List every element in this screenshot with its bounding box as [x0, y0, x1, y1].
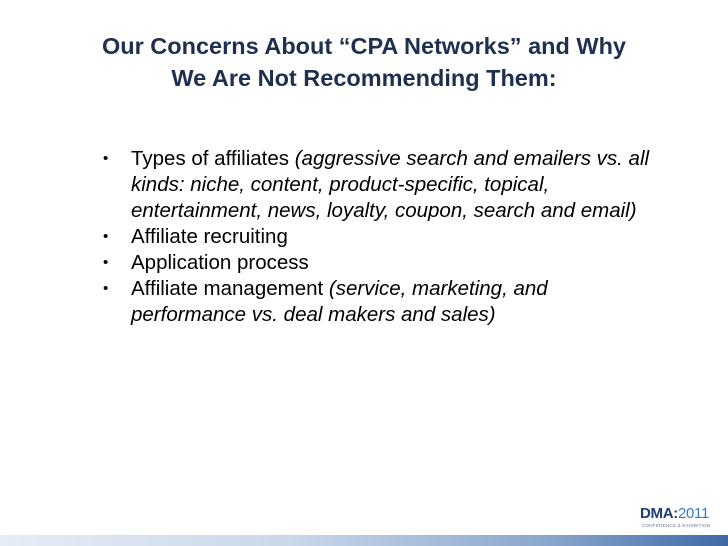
- bullet-text: Affiliate management: [131, 277, 329, 300]
- bullet-item: [100, 146, 660, 224]
- bullet-list: [100, 146, 660, 328]
- dma-2011-logo: [640, 504, 722, 534]
- slide-title-line-1: Our Concerns About “CPA Networks” and Why: [102, 33, 626, 59]
- logo-subtitle: CONFERENCE & EXHIBITION: [642, 523, 711, 528]
- bullet-marker: •: [103, 254, 109, 271]
- bullet-item: [100, 224, 660, 250]
- bullet-marker: •: [103, 280, 109, 297]
- logo-wordmark: [640, 504, 709, 523]
- logo-brand: DMA: [640, 505, 674, 522]
- bullet-text: Affiliate recruiting: [131, 225, 288, 248]
- slide-title-line-2: We Are Not Recommending Them:: [171, 65, 557, 91]
- bullet-italic-text: (aggressive search and emailers vs. all kinds: niche, content, product-specific, topical, entertainment, news, loyalty, coupon, search and email): [131, 147, 650, 222]
- bullet-item: [100, 250, 660, 276]
- slide-title: [20, 30, 708, 94]
- bullet-marker: •: [103, 150, 109, 167]
- bullet-item: [100, 276, 660, 328]
- logo-year: 2011: [677, 505, 710, 522]
- bullet-text: Application process: [131, 251, 309, 274]
- logo-separator: :: [673, 505, 678, 522]
- bullet-marker: •: [103, 228, 109, 245]
- footer-gradient-bar: [0, 535, 728, 546]
- bullet-italic-text: (service, marketing, and performance vs. deal makers and sales): [131, 277, 548, 326]
- bullet-text: Types of affiliates: [131, 147, 295, 170]
